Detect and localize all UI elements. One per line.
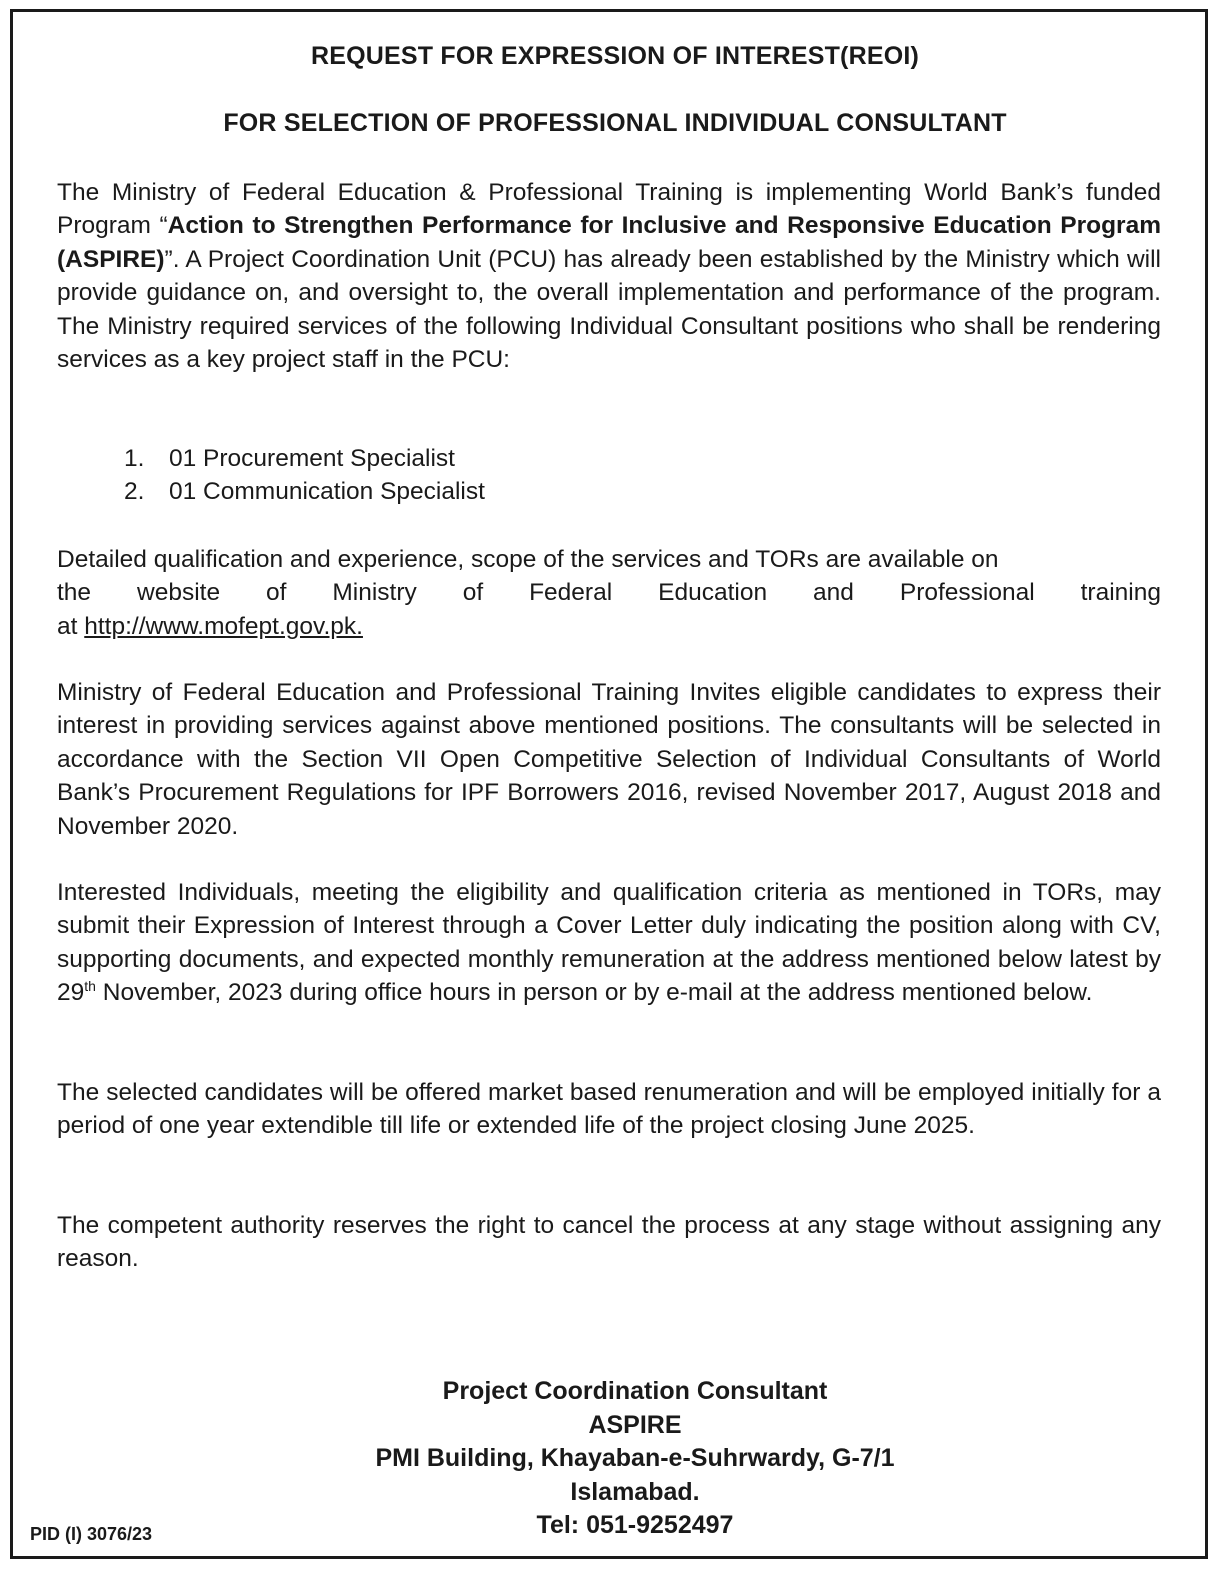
submission-paragraph — [57, 876, 1161, 1010]
list-item — [124, 475, 485, 508]
list-item-number: 1. — [124, 445, 145, 472]
details-word: website — [137, 579, 221, 607]
details-line-1: Detailed qualification and experience, scope of the services and TORs are available on — [57, 546, 999, 573]
details-paragraph — [57, 543, 1161, 643]
submission-text-before: Interested Individuals, meeting the eligibility and qualification criteria as mentioned in TORs, may submit their Expression of Interest through a Cover Letter duly indicating the position along with CV, supporting documents, and expected monthly remuneration at the address mentioned below latest by 29 — [57, 879, 1161, 1007]
details-line-2 — [57, 576, 1161, 609]
remuneration-paragraph: The selected candidates will be offered market based renumeration and will be employed initially for a period of one year extendible till life or extended life of the project closing June 2025. — [57, 1079, 1161, 1140]
list-item-label: 01 Procurement Specialist — [169, 445, 455, 472]
invitation-paragraph: Ministry of Federal Education and Professional Training Invites eligible candidates to express their interest in providing services against above mentioned positions. The consultants will be selected in accordance with the Section VII Open Competitive Selection of Individual Consultants of World Bank’s Procurement Regulations for IPF Borrowers 2016, revised November 2017, August 2018 and November 2020. — [57, 679, 1161, 840]
intro-text-before: The Ministry of Federal Education & Professional Training is implementing World Bank’s funded Program “ — [57, 179, 1161, 240]
document-title: REQUEST FOR EXPRESSION OF INTEREST(REOI) — [310, 42, 920, 70]
intro-text-after: ”. A Project Coordination Unit (PCU) has already been established by the Ministry which will provide guidance on, and oversight to, the overall implementation and performance of the program. The Ministry required services of the following Individual Consultant positions who shall be rendering services as a key project staff in the PCU: — [57, 245, 1161, 374]
ministry-website-link[interactable]: http://www.mofept.gov.pk. — [84, 612, 363, 640]
list-item-label: 01 Communication Specialist — [169, 478, 485, 506]
details-word: Education — [658, 579, 768, 607]
signature-city: Islamabad. — [570, 1477, 700, 1506]
details-word: the — [57, 579, 92, 607]
details-word: and — [813, 579, 854, 607]
program-name: Action to Strengthen Performance for Inclusive and Responsive Education Program (ASPIRE) — [57, 212, 1161, 273]
date-ordinal-suffix: th — [84, 978, 96, 995]
details-word: Federal — [529, 579, 613, 607]
signature-title: Project Coordination Consultant — [442, 1377, 828, 1405]
reservation-paragraph: The competent authority reserves the right to cancel the process at any stage without assigning any reason. — [57, 1212, 1161, 1273]
signature-phone: Tel: 051-9252497 — [536, 1511, 734, 1539]
details-word: Ministry — [332, 579, 417, 607]
document-subtitle: FOR SELECTION OF PROFESSIONAL INDIVIDUAL CONSULTANT — [223, 109, 1007, 137]
signature-address: PMI Building, Khayaban-e-Suhrwardy, G-7/1 — [375, 1444, 895, 1472]
list-item-number: 2. — [124, 478, 145, 506]
signature-program: ASPIRE — [588, 1410, 682, 1439]
details-at-text: at — [57, 612, 85, 640]
list-item — [124, 442, 485, 475]
details-word: Professional — [899, 579, 1035, 607]
positions-list — [124, 442, 485, 509]
details-word: of — [266, 579, 287, 607]
details-line-3 — [57, 610, 1161, 643]
details-word: training — [1080, 579, 1161, 607]
intro-paragraph — [57, 176, 1161, 376]
details-word: of — [462, 579, 484, 607]
submission-text-after: November, 2023 during office hours in person or by e-mail at the address mentioned below. — [95, 979, 1093, 1007]
signature-block — [0, 1375, 1230, 1543]
pid-number: PID (I) 3076/23 — [30, 1524, 153, 1544]
